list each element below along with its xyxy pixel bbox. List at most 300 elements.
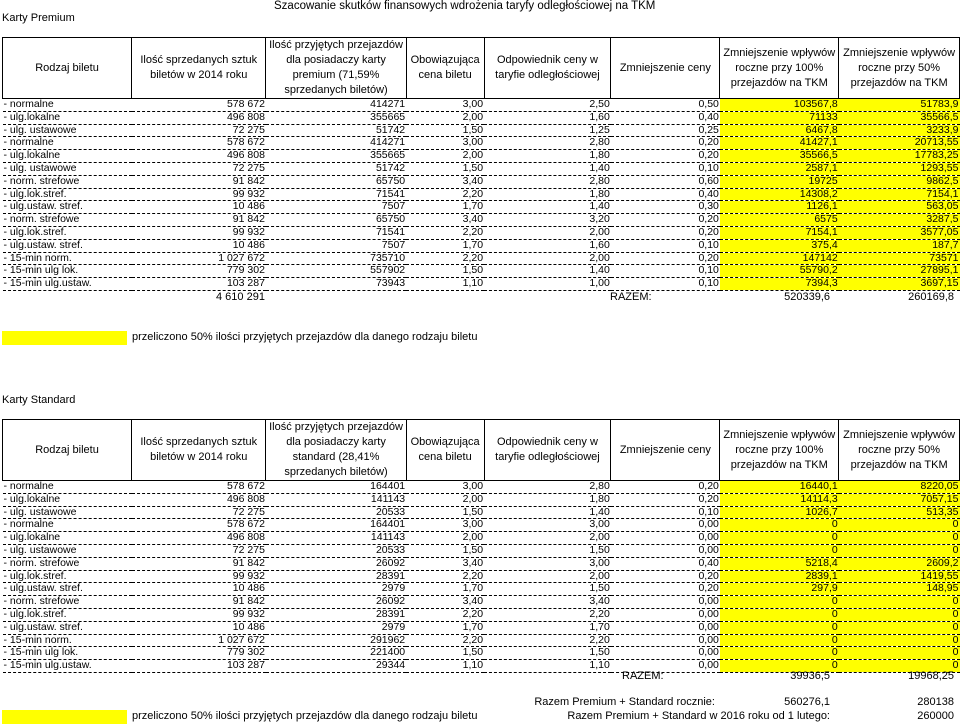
ticket-type-cell: - ulg.lok.stref. <box>3 570 132 583</box>
value-cell: 3,40 <box>484 596 611 609</box>
value-cell: 1,50 <box>484 583 611 596</box>
value-cell: 779 302 <box>132 265 266 278</box>
value-cell: 0,10 <box>611 506 720 519</box>
summary-2016-label: Razem Premium + Standard w 2016 roku od 1 lutego: <box>567 710 830 722</box>
ticket-type-cell: - 15-min ulg.ustaw. <box>3 278 132 291</box>
premium-header-0: Rodzaj biletu <box>3 38 132 99</box>
value-cell: 99 932 <box>132 570 266 583</box>
value-cell: 72 275 <box>132 544 266 557</box>
value-cell: 16440,1 <box>720 481 839 494</box>
summary-2016-50: 260000 <box>917 710 954 722</box>
value-cell: 3697,15 <box>839 278 960 291</box>
value-cell: 2587,1 <box>720 162 839 175</box>
value-cell: 3,40 <box>406 214 484 227</box>
value-cell: 2979 <box>266 583 406 596</box>
value-cell: 3,40 <box>406 557 484 570</box>
value-cell: 0,10 <box>611 278 720 291</box>
value-cell: 3287,5 <box>839 214 960 227</box>
document-title: Szacowanie skutków finansowych wdrożenia taryfy odległościowej na TKM <box>274 0 656 12</box>
value-cell: 355665 <box>266 111 406 124</box>
value-cell: 187,7 <box>839 239 960 252</box>
table-row <box>3 481 960 494</box>
standard-razem-50: 19968,25 <box>908 670 954 682</box>
table-row <box>3 532 960 545</box>
value-cell: 1,80 <box>484 493 611 506</box>
ticket-type-cell: - ulg.ustaw. stref. <box>3 239 132 252</box>
value-cell: 20533 <box>266 506 406 519</box>
value-cell: 3233,9 <box>839 124 960 137</box>
value-cell: 141143 <box>266 493 406 506</box>
value-cell: 0,20 <box>611 481 720 494</box>
value-cell: 1,10 <box>484 660 611 673</box>
table-row <box>3 583 960 596</box>
premium-header-7: Zmniejszenie wpływów roczne przy 50% przejazdów na TKM <box>839 38 960 99</box>
standard-header-6: Zmniejszenie wpływów roczne przy 100% przejazdów na TKM <box>720 420 839 481</box>
value-cell: 1,80 <box>484 150 611 163</box>
table-row <box>3 265 960 278</box>
table-row <box>3 608 960 621</box>
ticket-type-cell: - ulg. ustawowe <box>3 544 132 557</box>
value-cell: 0,25 <box>611 124 720 137</box>
value-cell: 2,00 <box>406 111 484 124</box>
value-cell: 2609,2 <box>839 557 960 570</box>
value-cell: 3,40 <box>406 175 484 188</box>
value-cell: 414271 <box>266 99 406 112</box>
summary-yearly-50: 280138 <box>917 696 954 708</box>
value-cell: 3,00 <box>484 557 611 570</box>
value-cell: 2,20 <box>406 252 484 265</box>
value-cell: 221400 <box>266 647 406 660</box>
value-cell: 1 027 672 <box>132 634 266 647</box>
value-cell: 147142 <box>720 252 839 265</box>
value-cell: 3,00 <box>484 519 611 532</box>
table-row <box>3 647 960 660</box>
value-cell: 0,10 <box>611 162 720 175</box>
standard-header-1: Ilość sprzedanych sztuk biletów w 2014 roku <box>132 420 266 481</box>
table-row <box>3 252 960 265</box>
value-cell: 0 <box>720 647 839 660</box>
ticket-type-cell: - normalne <box>3 481 132 494</box>
value-cell: 1419,55 <box>839 570 960 583</box>
value-cell: 20533 <box>266 544 406 557</box>
standard-razem-label: RAZEM: <box>622 670 664 682</box>
value-cell: 1,70 <box>484 621 611 634</box>
premium-header-2: Ilość przyjętych przejazdów dla posiadaczy karty premium (71,59% sprzedanych biletów) <box>266 38 406 99</box>
value-cell: 0,10 <box>611 239 720 252</box>
value-cell: 563,05 <box>839 201 960 214</box>
premium-table <box>2 37 960 291</box>
value-cell: 14308,2 <box>720 188 839 201</box>
value-cell: 10 486 <box>132 621 266 634</box>
value-cell: 28391 <box>266 570 406 583</box>
ticket-type-cell: - normalne <box>3 137 132 150</box>
value-cell: 2,00 <box>406 493 484 506</box>
value-cell: 28391 <box>266 608 406 621</box>
premium-razem-100: 520339,6 <box>784 291 830 303</box>
value-cell: 1,50 <box>484 544 611 557</box>
value-cell: 297,9 <box>720 583 839 596</box>
table-row <box>3 99 960 112</box>
table-row <box>3 162 960 175</box>
value-cell: 1,25 <box>484 124 611 137</box>
standard-sheet-title: Karty Standard <box>2 394 76 406</box>
ticket-type-cell: - norm. strefowe <box>3 214 132 227</box>
value-cell: 72 275 <box>132 162 266 175</box>
ticket-type-cell: - normalne <box>3 99 132 112</box>
value-cell: 72 275 <box>132 506 266 519</box>
value-cell: 164401 <box>266 519 406 532</box>
value-cell: 3,20 <box>484 214 611 227</box>
value-cell: 0,40 <box>611 557 720 570</box>
value-cell: 2,20 <box>406 608 484 621</box>
ticket-type-cell: - 15-min norm. <box>3 634 132 647</box>
value-cell: 1,60 <box>484 111 611 124</box>
value-cell: 1,40 <box>484 506 611 519</box>
value-cell: 2,00 <box>484 226 611 239</box>
value-cell: 51742 <box>266 124 406 137</box>
value-cell: 0,20 <box>611 583 720 596</box>
value-cell: 6575 <box>720 214 839 227</box>
premium-razem-label: RAZEM: <box>610 291 652 303</box>
standard-note-marker <box>2 710 127 724</box>
value-cell: 65750 <box>266 175 406 188</box>
table-row <box>3 124 960 137</box>
standard-header-0: Rodzaj biletu <box>3 420 132 481</box>
ticket-type-cell: - 15-min norm. <box>3 252 132 265</box>
value-cell: 0 <box>720 519 839 532</box>
value-cell: 3,00 <box>406 137 484 150</box>
premium-header-5: Zmniejszenie ceny <box>611 38 720 99</box>
premium-note-marker <box>2 331 127 345</box>
value-cell: 2,20 <box>406 634 484 647</box>
value-cell: 27895,1 <box>839 265 960 278</box>
table-row <box>3 544 960 557</box>
standard-razem-100: 39936,5 <box>790 670 830 682</box>
value-cell: 0,00 <box>611 532 720 545</box>
standard-header-3: Obowiązująca cena biletu <box>406 420 484 481</box>
standard-header-5: Zmniejszenie ceny <box>611 420 720 481</box>
table-row <box>3 137 960 150</box>
value-cell: 0 <box>720 634 839 647</box>
value-cell: 1,10 <box>406 278 484 291</box>
value-cell: 19725 <box>720 175 839 188</box>
value-cell: 1293,55 <box>839 162 960 175</box>
ticket-type-cell: - ulg.lok.stref. <box>3 188 132 201</box>
value-cell: 2,80 <box>484 481 611 494</box>
value-cell: 103 287 <box>132 660 266 673</box>
value-cell: 17783,25 <box>839 150 960 163</box>
ticket-type-cell: - ulg.lokalne <box>3 493 132 506</box>
value-cell: 355665 <box>266 150 406 163</box>
value-cell: 578 672 <box>132 519 266 532</box>
value-cell: 1,50 <box>406 162 484 175</box>
value-cell: 73943 <box>266 278 406 291</box>
table-row <box>3 175 960 188</box>
value-cell: 0 <box>839 621 960 634</box>
ticket-type-cell: - ulg. ustawowe <box>3 162 132 175</box>
table-row <box>3 493 960 506</box>
value-cell: 2979 <box>266 621 406 634</box>
table-row <box>3 506 960 519</box>
value-cell: 0,60 <box>611 175 720 188</box>
ticket-type-cell: - ulg.lok.stref. <box>3 226 132 239</box>
value-cell: 0,50 <box>611 99 720 112</box>
value-cell: 51783,9 <box>839 99 960 112</box>
value-cell: 414271 <box>266 137 406 150</box>
summary-yearly-100: 560276,1 <box>784 696 830 708</box>
value-cell: 0,30 <box>611 201 720 214</box>
ticket-type-cell: - ulg. ustawowe <box>3 506 132 519</box>
value-cell: 2,00 <box>484 570 611 583</box>
value-cell: 2839,1 <box>720 570 839 583</box>
value-cell: 51742 <box>266 162 406 175</box>
value-cell: 7154,1 <box>720 226 839 239</box>
value-cell: 0,20 <box>611 137 720 150</box>
premium-total-tickets: 4 610 291 <box>216 291 265 303</box>
value-cell: 35566,5 <box>720 150 839 163</box>
value-cell: 2,20 <box>484 608 611 621</box>
value-cell: 41427,1 <box>720 137 839 150</box>
standard-header-2: Ilość przyjętych przejazdów dla posiadaczy karty standard (28,41% sprzedanych biletów) <box>266 420 406 481</box>
table-row <box>3 596 960 609</box>
value-cell: 0 <box>839 608 960 621</box>
ticket-type-cell: - norm. strefowe <box>3 596 132 609</box>
value-cell: 0,00 <box>611 596 720 609</box>
value-cell: 557902 <box>266 265 406 278</box>
value-cell: 0 <box>720 660 839 673</box>
value-cell: 10 486 <box>132 201 266 214</box>
value-cell: 0 <box>839 596 960 609</box>
value-cell: 0,20 <box>611 214 720 227</box>
table-row <box>3 111 960 124</box>
table-row <box>3 188 960 201</box>
value-cell: 71541 <box>266 226 406 239</box>
premium-header-3: Obowiązująca cena biletu <box>406 38 484 99</box>
value-cell: 0,00 <box>611 660 720 673</box>
value-cell: 0 <box>720 608 839 621</box>
value-cell: 164401 <box>266 481 406 494</box>
value-cell: 3,40 <box>406 596 484 609</box>
table-row <box>3 226 960 239</box>
value-cell: 1,50 <box>484 647 611 660</box>
value-cell: 2,00 <box>406 150 484 163</box>
value-cell: 99 932 <box>132 188 266 201</box>
premium-razem-50: 260169,8 <box>908 291 954 303</box>
value-cell: 0,00 <box>611 608 720 621</box>
value-cell: 73571 <box>839 252 960 265</box>
value-cell: 2,00 <box>484 252 611 265</box>
value-cell: 0 <box>839 519 960 532</box>
value-cell: 0,00 <box>611 544 720 557</box>
value-cell: 8220,05 <box>839 481 960 494</box>
value-cell: 1,70 <box>406 583 484 596</box>
value-cell: 148,95 <box>839 583 960 596</box>
value-cell: 1,70 <box>406 239 484 252</box>
value-cell: 35566,5 <box>839 111 960 124</box>
value-cell: 1,50 <box>406 265 484 278</box>
value-cell: 0,00 <box>611 519 720 532</box>
value-cell: 578 672 <box>132 481 266 494</box>
ticket-type-cell: - 15-min ulg lok. <box>3 265 132 278</box>
value-cell: 779 302 <box>132 647 266 660</box>
value-cell: 7394,3 <box>720 278 839 291</box>
table-row <box>3 557 960 570</box>
value-cell: 0 <box>720 532 839 545</box>
value-cell: 0,20 <box>611 570 720 583</box>
value-cell: 71133 <box>720 111 839 124</box>
value-cell: 0,20 <box>611 252 720 265</box>
ticket-type-cell: - norm. strefowe <box>3 557 132 570</box>
ticket-type-cell: - 15-min ulg.ustaw. <box>3 660 132 673</box>
value-cell: 10 486 <box>132 583 266 596</box>
value-cell: 103 287 <box>132 278 266 291</box>
value-cell: 0,40 <box>611 111 720 124</box>
value-cell: 91 842 <box>132 557 266 570</box>
value-cell: 1,50 <box>406 647 484 660</box>
value-cell: 0 <box>720 596 839 609</box>
value-cell: 72 275 <box>132 124 266 137</box>
premium-header-6: Zmniejszenie wpływów roczne przy 100% przejazdów na TKM <box>720 38 839 99</box>
standard-header-4: Odpowiednik ceny w taryfie odległościowej <box>484 420 611 481</box>
value-cell: 55790,2 <box>720 265 839 278</box>
value-cell: 91 842 <box>132 596 266 609</box>
table-row <box>3 201 960 214</box>
ticket-type-cell: - ulg. ustawowe <box>3 124 132 137</box>
value-cell: 0,20 <box>611 150 720 163</box>
value-cell: 1,40 <box>484 201 611 214</box>
value-cell: 1 027 672 <box>132 252 266 265</box>
value-cell: 14114,3 <box>720 493 839 506</box>
value-cell: 1,50 <box>406 506 484 519</box>
ticket-type-cell: - ulg.ustaw. stref. <box>3 201 132 214</box>
value-cell: 0,00 <box>611 621 720 634</box>
value-cell: 26092 <box>266 557 406 570</box>
value-cell: 71541 <box>266 188 406 201</box>
premium-sheet-title: Karty Premium <box>2 12 75 24</box>
value-cell: 2,20 <box>406 570 484 583</box>
summary-yearly-label: Razem Premium + Standard rocznie: <box>534 696 715 708</box>
value-cell: 91 842 <box>132 214 266 227</box>
value-cell: 578 672 <box>132 137 266 150</box>
value-cell: 496 808 <box>132 111 266 124</box>
value-cell: 1,80 <box>484 188 611 201</box>
value-cell: 0 <box>839 532 960 545</box>
value-cell: 2,20 <box>406 226 484 239</box>
value-cell: 5218,4 <box>720 557 839 570</box>
value-cell: 2,50 <box>484 99 611 112</box>
value-cell: 3,00 <box>406 99 484 112</box>
table-row <box>3 278 960 291</box>
ticket-type-cell: - ulg.lokalne <box>3 150 132 163</box>
value-cell: 1,70 <box>406 201 484 214</box>
table-row <box>3 634 960 647</box>
value-cell: 375,4 <box>720 239 839 252</box>
value-cell: 0 <box>839 634 960 647</box>
value-cell: 0 <box>839 544 960 557</box>
value-cell: 0 <box>720 544 839 557</box>
ticket-type-cell: - ulg.lok.stref. <box>3 608 132 621</box>
value-cell: 0 <box>839 647 960 660</box>
value-cell: 0 <box>839 660 960 673</box>
value-cell: 141143 <box>266 532 406 545</box>
value-cell: 6467,8 <box>720 124 839 137</box>
value-cell: 1,50 <box>406 544 484 557</box>
ticket-type-cell: - norm. strefowe <box>3 175 132 188</box>
value-cell: 29344 <box>266 660 406 673</box>
value-cell: 3,00 <box>406 519 484 532</box>
value-cell: 3,00 <box>406 481 484 494</box>
value-cell: 91 842 <box>132 175 266 188</box>
value-cell: 7154,1 <box>839 188 960 201</box>
value-cell: 578 672 <box>132 99 266 112</box>
table-row <box>3 570 960 583</box>
value-cell: 1,70 <box>406 621 484 634</box>
table-row <box>3 621 960 634</box>
standard-header-row <box>3 420 960 481</box>
value-cell: 2,20 <box>406 188 484 201</box>
value-cell: 291962 <box>266 634 406 647</box>
value-cell: 20713,55 <box>839 137 960 150</box>
table-row <box>3 519 960 532</box>
value-cell: 65750 <box>266 214 406 227</box>
premium-header-row <box>3 38 960 99</box>
value-cell: 1,50 <box>406 124 484 137</box>
value-cell: 9862,5 <box>839 175 960 188</box>
value-cell: 26092 <box>266 596 406 609</box>
value-cell: 1,00 <box>484 278 611 291</box>
ticket-type-cell: - ulg.lokalne <box>3 111 132 124</box>
value-cell: 735710 <box>266 252 406 265</box>
standard-header-7: Zmniejszenie wpływów roczne przy 50% przejazdów na TKM <box>839 420 960 481</box>
value-cell: 7507 <box>266 239 406 252</box>
value-cell: 0 <box>720 621 839 634</box>
value-cell: 1,10 <box>406 660 484 673</box>
standard-table <box>2 419 960 673</box>
premium-header-1: Ilość sprzedanych sztuk biletów w 2014 roku <box>132 38 266 99</box>
value-cell: 0,40 <box>611 188 720 201</box>
ticket-type-cell: - ulg.ustaw. stref. <box>3 583 132 596</box>
value-cell: 7057,15 <box>839 493 960 506</box>
standard-note: przeliczono 50% ilości przyjętych przejazdów dla danego rodzaju biletu <box>132 710 478 722</box>
value-cell: 1126,1 <box>720 201 839 214</box>
value-cell: 496 808 <box>132 493 266 506</box>
ticket-type-cell: - ulg.ustaw. stref. <box>3 621 132 634</box>
value-cell: 496 808 <box>132 532 266 545</box>
ticket-type-cell: - ulg.lokalne <box>3 532 132 545</box>
value-cell: 1026,7 <box>720 506 839 519</box>
value-cell: 99 932 <box>132 608 266 621</box>
value-cell: 0,20 <box>611 226 720 239</box>
table-row <box>3 214 960 227</box>
value-cell: 3577,05 <box>839 226 960 239</box>
value-cell: 103567,8 <box>720 99 839 112</box>
value-cell: 496 808 <box>132 150 266 163</box>
value-cell: 99 932 <box>132 226 266 239</box>
table-row <box>3 239 960 252</box>
value-cell: 2,80 <box>484 175 611 188</box>
value-cell: 0,10 <box>611 265 720 278</box>
value-cell: 513,35 <box>839 506 960 519</box>
value-cell: 2,80 <box>484 137 611 150</box>
value-cell: 2,20 <box>484 634 611 647</box>
premium-note: przeliczono 50% ilości przyjętych przejazdów dla danego rodzaju biletu <box>132 331 478 343</box>
value-cell: 2,00 <box>406 532 484 545</box>
value-cell: 1,40 <box>484 162 611 175</box>
value-cell: 0,00 <box>611 634 720 647</box>
premium-body <box>3 99 960 291</box>
premium-header-4: Odpowiednik ceny w taryfie odległościowej <box>484 38 611 99</box>
ticket-type-cell: - 15-min ulg lok. <box>3 647 132 660</box>
